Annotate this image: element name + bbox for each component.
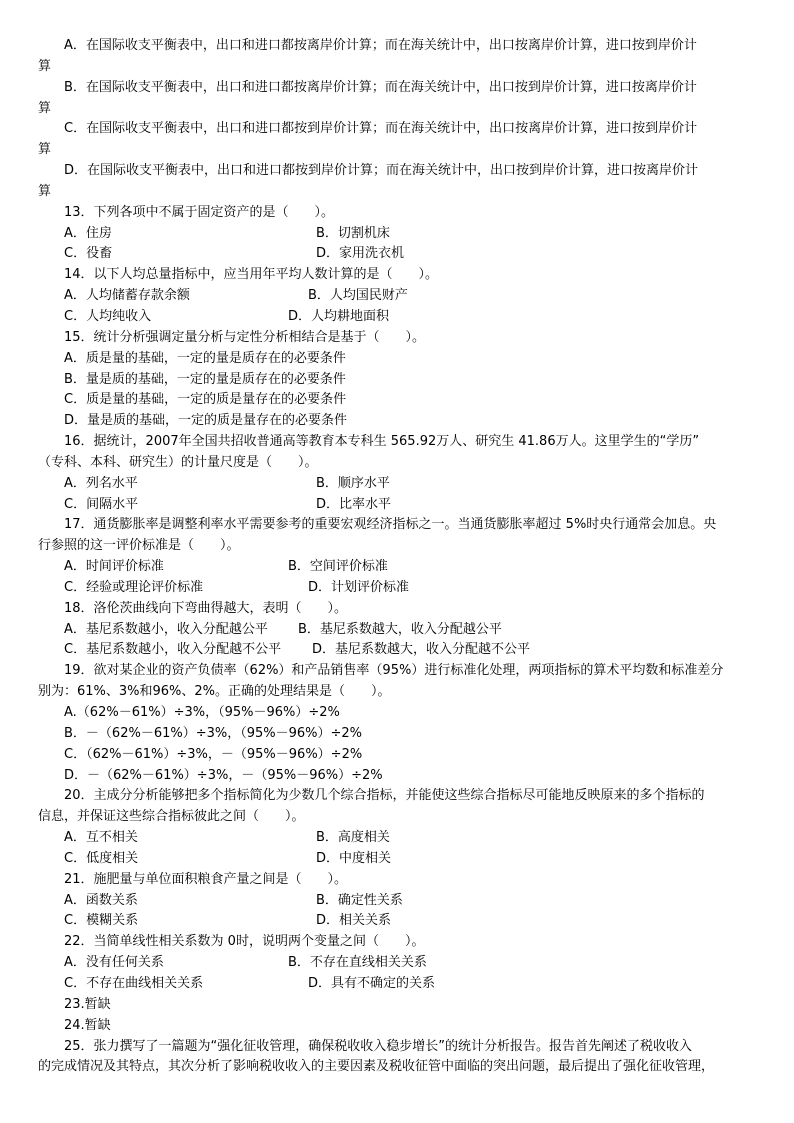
option-18b: B．基尼系数越大，收入分配越公平 bbox=[298, 621, 502, 637]
options-22-ab bbox=[38, 953, 758, 974]
option-13c: C．役畜 bbox=[64, 246, 113, 262]
option-20a: A．互不相关 bbox=[64, 830, 138, 846]
options-20-ab bbox=[38, 828, 758, 849]
option-22d: D．具有不确定的关系 bbox=[308, 975, 436, 991]
option-16a: A．列名水平 bbox=[64, 475, 138, 491]
option-21b: B．确定性关系 bbox=[316, 892, 403, 908]
option-19a: A.（62%－61%）÷3%，（95%－96%）÷2% bbox=[64, 705, 340, 720]
question-13: 13．下列各项中不属于固定资产的是（ ）。 bbox=[64, 204, 335, 220]
option-15a: A．质是量的基础，一定的量是质存在的必要条件 bbox=[64, 350, 346, 366]
question-19: 19．欲对某企业的资产负债率（62%）和产品销售率（95%）进行标准化处理，两项指标的算术平均数和标准差分 bbox=[64, 663, 724, 679]
option-16d: D．比率水平 bbox=[316, 496, 392, 512]
options-17-ab bbox=[38, 557, 758, 578]
option-22c: C．不存在曲线相关关系 bbox=[64, 975, 204, 991]
option-12b-wrap: 算 bbox=[38, 100, 52, 116]
option-15d: D．量是质的基础，一定的质是量存在的必要条件 bbox=[64, 413, 348, 429]
question-25-wrap: 的完成情况及其特点，其次分析了影响税收收入的主要因素及税收征管中面临的突出问题，最后提出了强化征收管理， bbox=[38, 1059, 715, 1075]
option-19d: D．－（62%－61%）÷3%，－（95%－96%）÷2% bbox=[64, 767, 383, 783]
option-12c-wrap: 算 bbox=[38, 142, 52, 158]
question-25: 25．张力撰写了一篇题为“强化征收管理，确保税收收入稳步增长”的统计分析报告。报告首先阐述了税收收入 bbox=[64, 1038, 693, 1054]
options-14-cd bbox=[38, 307, 758, 328]
question-16-wrap: （专科、本科、研究生）的计量尺度是（ ）。 bbox=[38, 454, 318, 470]
options-21-ab bbox=[38, 891, 758, 912]
option-15b: B．量是质的基础，一定的量是质存在的必要条件 bbox=[64, 371, 346, 387]
option-17a: A．时间评价标准 bbox=[64, 559, 164, 575]
option-17c: C．经验或理论评价标准 bbox=[64, 579, 204, 595]
option-22b: B．不存在直线相关关系 bbox=[288, 955, 427, 971]
question-24: 24.暂缺 bbox=[64, 1017, 111, 1033]
option-14a: A．人均储蓄存款余额 bbox=[64, 288, 190, 304]
option-19c: C．（62%－61%）÷3%，－（95%－96%）÷2% bbox=[64, 746, 363, 762]
question-21: 21．施肥量与单位面积粮食产量之间是（ ）。 bbox=[64, 871, 348, 887]
option-15c: C．质是量的基础，一定的质是量存在的必要条件 bbox=[64, 392, 347, 408]
options-22-cd bbox=[38, 974, 758, 995]
question-15: 15．统计分析强调定量分析与定性分析相结合是基于（ ）。 bbox=[64, 329, 426, 345]
option-14d: D．人均耕地面积 bbox=[288, 308, 390, 324]
option-17d: D．计划评价标准 bbox=[308, 579, 410, 595]
option-21c: C．模糊关系 bbox=[64, 913, 139, 929]
option-12d-wrap: 算 bbox=[38, 183, 52, 199]
options-18-ab bbox=[38, 620, 758, 641]
option-12a: A．在国际收支平衡表中，出口和进口都按离岸价计算；而在海关统计中，出口按离岸价计算，进口按到岸价计 bbox=[64, 38, 697, 53]
option-17b: B．空间评价标准 bbox=[288, 559, 388, 575]
option-20b: B．高度相关 bbox=[316, 830, 390, 846]
question-22: 22．当简单线性相关系数为 0时，说明两个变量之间（ ）。 bbox=[64, 934, 425, 950]
question-18: 18．洛伦茨曲线向下弯曲得越大，表明（ ）。 bbox=[64, 600, 348, 616]
options-13-cd bbox=[38, 244, 758, 265]
question-17: 17．通货膨胀率是调整利率水平需要参考的重要宏观经济指标之一。当通货膨胀率超过 5%时央行通常会加息。央 bbox=[64, 517, 717, 533]
option-14b: B．人均国民财产 bbox=[308, 288, 408, 304]
options-17-cd bbox=[38, 578, 758, 599]
option-21d: D．相关关系 bbox=[316, 913, 392, 929]
options-16-cd bbox=[38, 495, 758, 516]
option-16c: C．间隔水平 bbox=[64, 496, 139, 512]
question-23: 23.暂缺 bbox=[64, 996, 111, 1012]
option-12b: B．在国际收支平衡表中，出口和进口都按离岸价计算；而在海关统计中，出口按到岸价计算，进口按离岸价计 bbox=[64, 79, 697, 95]
option-20c: C．低度相关 bbox=[64, 850, 139, 866]
option-22a: A．没有任何关系 bbox=[64, 955, 164, 971]
option-13a: A．住房 bbox=[64, 225, 112, 241]
option-14c: C．人均纯收入 bbox=[64, 308, 152, 324]
options-18-cd bbox=[38, 640, 758, 661]
option-13b: B．切割机床 bbox=[316, 225, 390, 241]
option-18a: A．基尼系数越小，收入分配越公平 bbox=[64, 621, 268, 637]
question-16: 16．据统计，2007年全国共招收普通高等教育本专科生 565.92万人、研究生 41.86万人。这里学生的“学历” bbox=[64, 434, 700, 450]
options-16-ab bbox=[38, 474, 758, 495]
question-20: 20．主成分分析能够把多个指标简化为少数几个综合指标，并能使这些综合指标尽可能地反映原来的多个指标的 bbox=[64, 788, 705, 804]
question-20-wrap: 信息，并保证这些综合指标彼此之间（ ）。 bbox=[38, 809, 305, 825]
options-13-ab bbox=[38, 224, 758, 245]
option-18d: D．基尼系数越大，收入分配越不公平 bbox=[312, 642, 531, 658]
question-14: 14．以下人均总量指标中，应当用年平均人数计算的是（ ）。 bbox=[64, 267, 439, 283]
options-14-ab bbox=[38, 286, 758, 307]
option-19b: B．－（62%－61%）÷3%，（95%－96%）÷2% bbox=[64, 725, 363, 741]
option-12c: C．在国际收支平衡表中，出口和进口都按到岸价计算；而在海关统计中，出口按离岸价计算，进口按到岸价计 bbox=[64, 121, 698, 137]
option-13d: D．家用洗衣机 bbox=[316, 246, 405, 262]
options-20-cd bbox=[38, 849, 758, 870]
options-21-cd bbox=[38, 911, 758, 932]
question-17-wrap: 行参照的这一评价标准是（ ）。 bbox=[38, 538, 240, 554]
option-20d: D．中度相关 bbox=[316, 850, 392, 866]
question-19-wrap: 别为：61%、3%和96%、2%。正确的处理结果是（ ）。 bbox=[38, 684, 391, 700]
option-21a: A．函数关系 bbox=[64, 892, 138, 908]
option-12a-wrap: 算 bbox=[38, 58, 52, 74]
option-18c: C．基尼系数越小，收入分配越不公平 bbox=[64, 642, 282, 658]
option-12d: D．在国际收支平衡表中，出口和进口都按到岸价计算；而在海关统计中，出口按到岸价计算，进口按离岸价计 bbox=[64, 163, 699, 179]
exam-page bbox=[38, 36, 758, 1078]
option-16b: B．顺序水平 bbox=[316, 475, 390, 491]
